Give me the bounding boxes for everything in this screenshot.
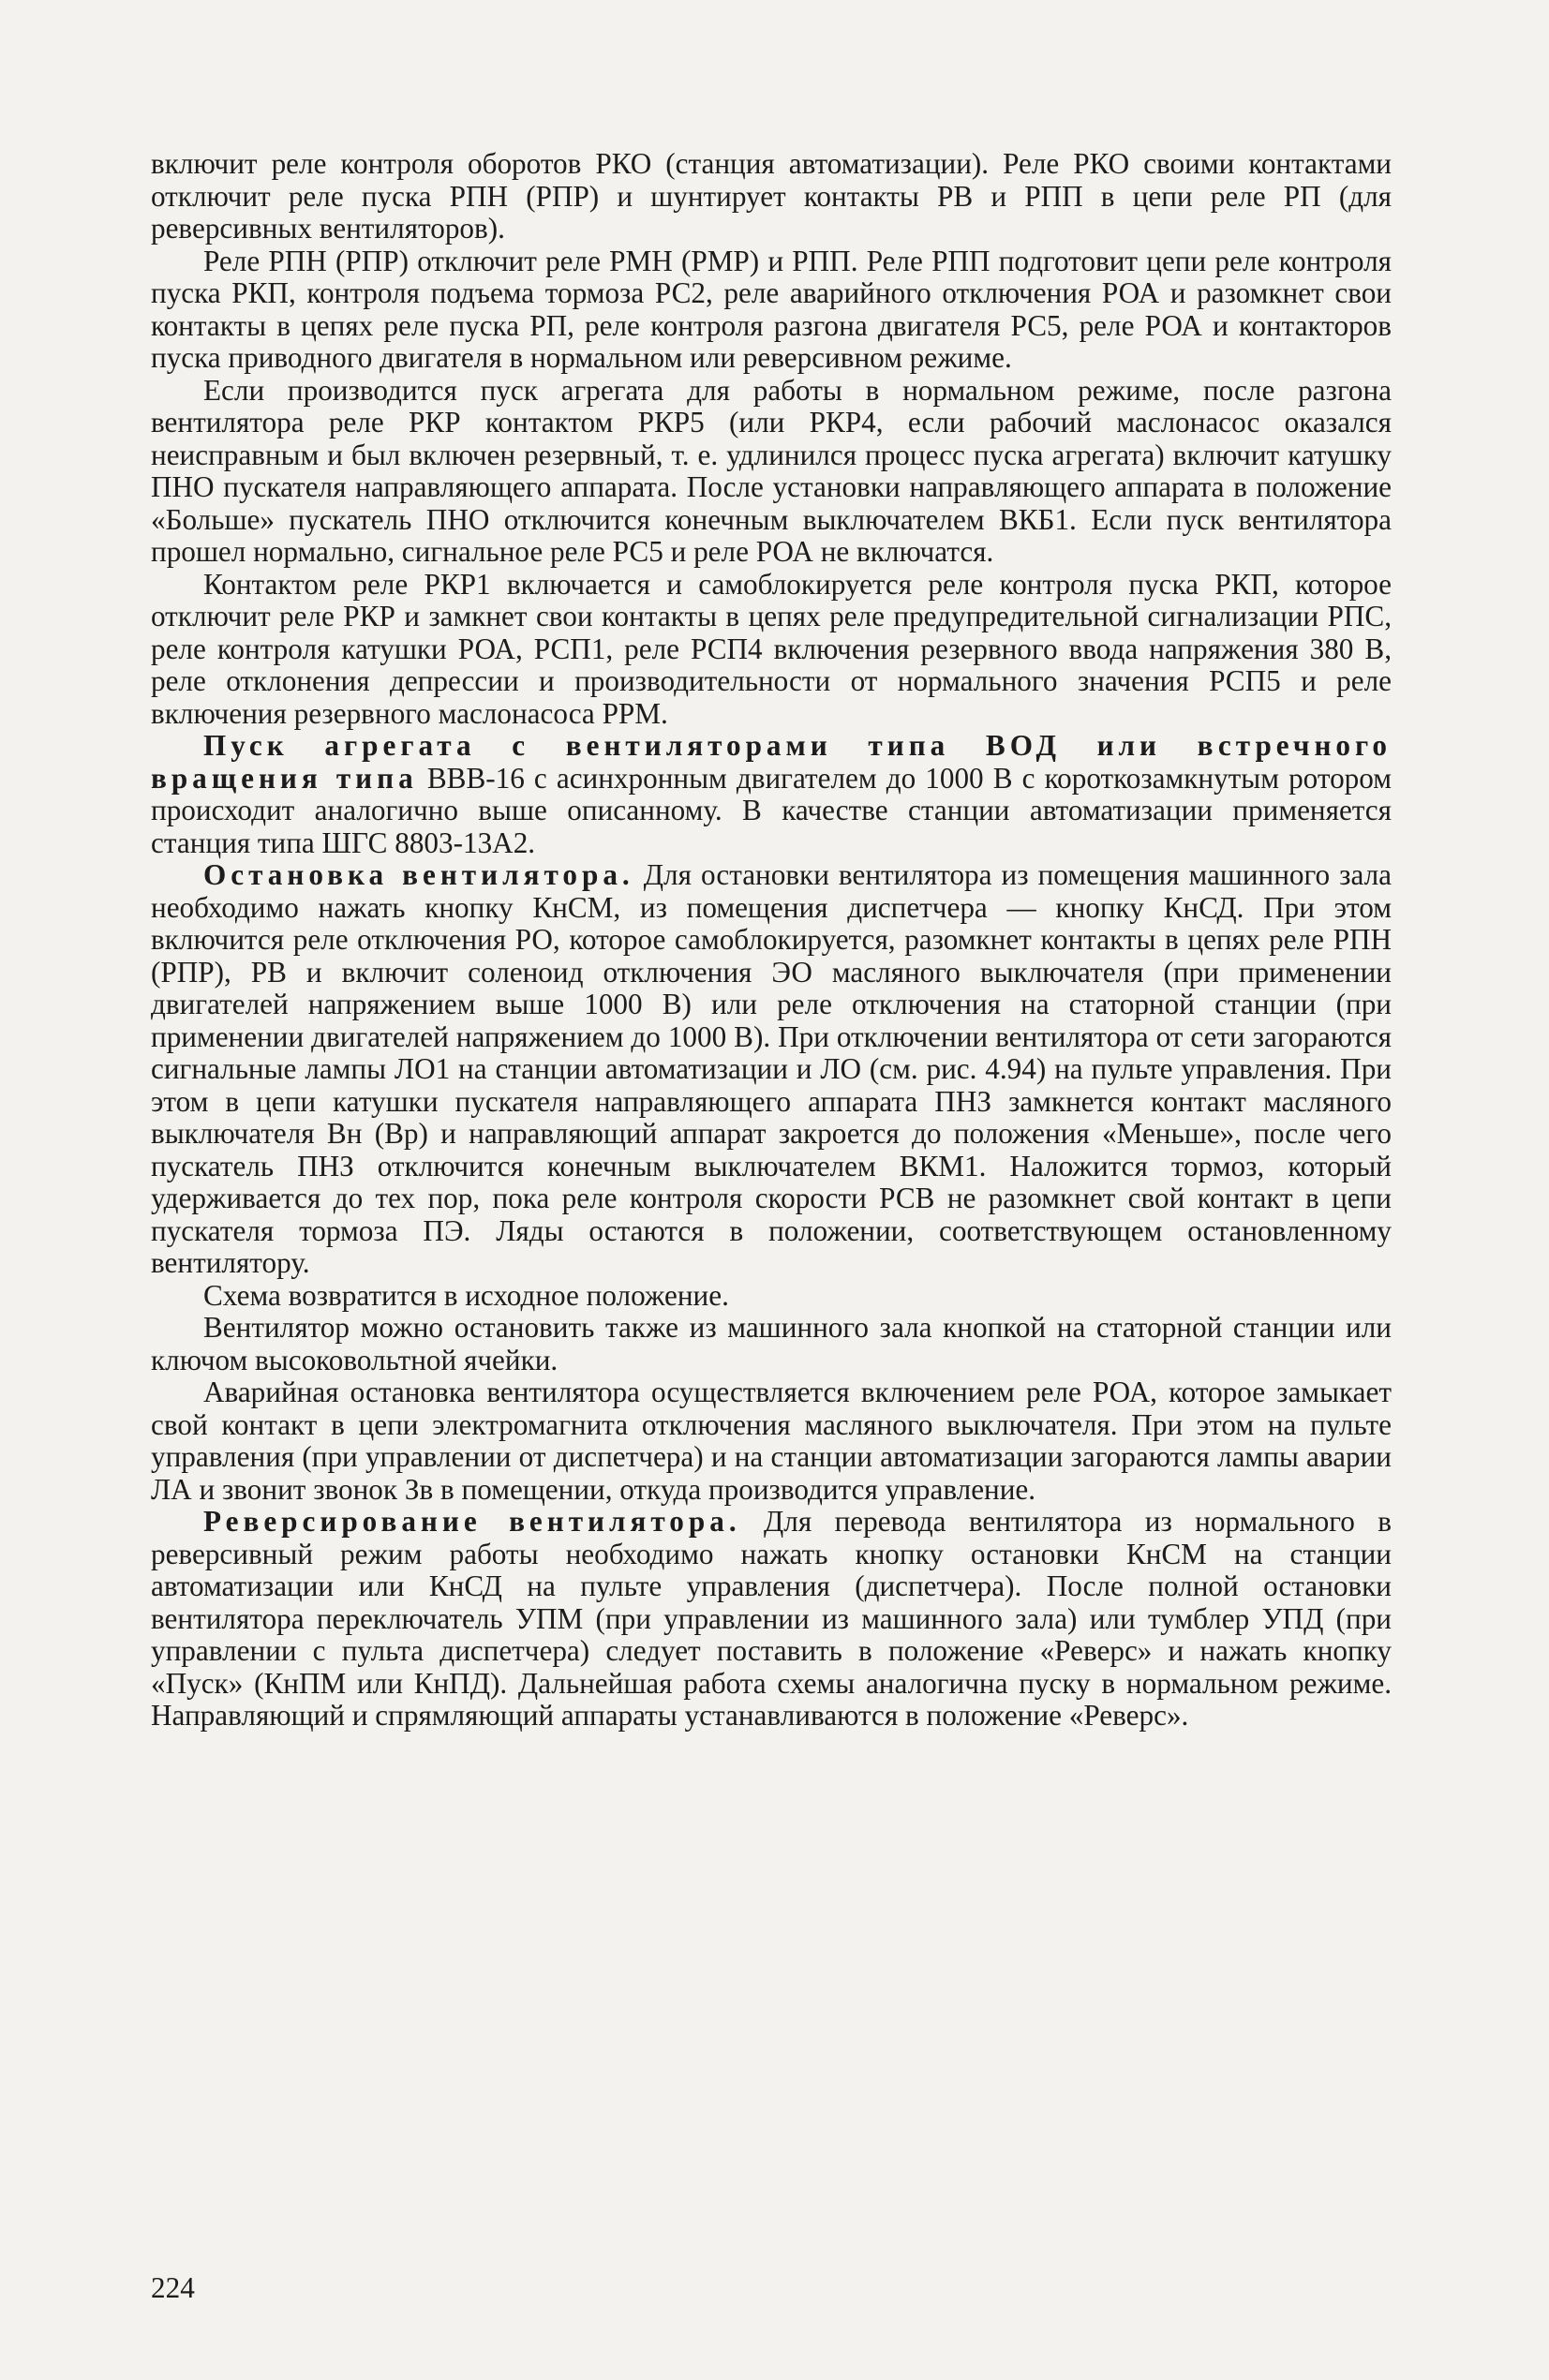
- paragraph-3: Если производится пуск агрегата для работы в нормальном режиме, после разгона вентилятора реле РКР контактом РКР5 (или РКР4, если рабочий маслонасос оказался неисправным и был включен резервный, т. е. удлинился процесс пуска агрегата) включит катушку ПНО пускателя направляющего аппарата. После установки направляющего аппарата в положение «Больше» пускатель ПНО отключится конечным выключателем ВКБ1. Если пуск вентилятора прошел нормально, сигнальное реле РС5 и реле РОА не включатся.: [151, 373, 1392, 568]
- section-heading-start: Пуск агрегата с вентиляторами типа ВОД или встречного вращения типа: [151, 729, 1392, 795]
- paragraph-6-text: Для остановки вентилятора из помещения машинного зала необходимо нажать кнопку КнСМ, из помещения диспетчера — кнопку КнСД. При этом включится реле отключения РО, которое самоблокируется, разомкнет контакты в цепях реле РПН (РПР), РВ и включит соленоид отключения ЭО масляного выключателя (при применении двигателей напряжением выше 1000 В) или реле отключения на статорной станции (при применении двигателей напряжением до 1000 В). При отключении вентилятора от сети загораются сигнальные лампы ЛО1 на станции автоматизации и ЛО (см. рис. 4.94) на пульте управления. При этом в цепи катушки пускателя направляющего аппарата ПНЗ замкнется контакт масляного выключателя Вн (Вр) и направляющий аппарат закроется до положения «Меньше», после чего пускатель ПНЗ отключится конечным выключателем ВКМ1. Наложится тормоз, который удерживается до тех пор, пока реле контроля скорости РСВ не разомкнет свой контакт в цепи пускателя тормоза ПЭ. Ляды остаются в положении, соответствующем остановленному вентилятору.: [151, 858, 1392, 1279]
- section-heading-stop: Остановка вентилятора.: [203, 858, 634, 891]
- paragraph-4: Контактом реле РКР1 включается и самоблокируется реле контроля пуска РКП, которое отключит реле РКР и замкнет свои контакты в цепях реле предупредительной сигнализации РПС, реле контроля катушки РОА, РСП1, реле РСП4 включения резервного ввода напряжения 380 В, реле отклонения депрессии и производительности от нормального значения РСП5 и реле включения резервного маслонасоса РРМ.: [151, 567, 1392, 730]
- paragraph-6: [151, 859, 1392, 1280]
- paragraph-5-text: ВВВ-16 с асинхронным двигателем до 1000 В с короткозамкнутым ротором происходит аналогично выше описанному. В качестве станции автоматизации применяется станция типа ШГС 8803-13А2.: [151, 761, 1392, 859]
- page-number: 224: [151, 2271, 195, 2304]
- paragraph-2: Реле РПН (РПР) отключит реле РМН (РМР) и РПП. Реле РПП подготовит цепи реле контроля пуска РКП, контроля подъема тормоза РС2, реле аварийного отключения РОА и разомкнет свои контакты в цепях реле пуска РП, реле контроля разгона двигателя РС5, реле РОА и контакторов пуска приводного двигателя в нормальном или реверсивном режиме.: [151, 244, 1392, 374]
- paragraph-5: [151, 730, 1392, 859]
- paragraph-1: включит реле контроля оборотов РКО (станция автоматизации). Реле РКО своими контактами отключит реле пуска РПН (РПР) и шунтирует контакты РВ и РПП в цепи реле РП (для реверсивных вентиляторов).: [151, 147, 1392, 245]
- paragraph-8: Вентилятор можно остановить также из машинного зала кнопкой на статорной станции или ключом высоковольтной ячейки.: [151, 1311, 1392, 1376]
- paragraph-9: Аварийная остановка вентилятора осуществляется включением реле РОА, которое замыкает свой контакт в цепи электромагнита отключения масляного выключателя. При этом на пульте управления (при управлении от диспетчера) и на станции автоматизации загораются лампы аварии ЛА и звонит звонок Зв в помещении, откуда производится управление.: [151, 1376, 1392, 1506]
- section-heading-reverse: Реверсирование вентилятора.: [203, 1505, 741, 1538]
- page-body: [151, 148, 1392, 1733]
- paragraph-7: Схема возвратится в исходное положение.: [203, 1278, 729, 1312]
- paragraph-10: [151, 1506, 1392, 1733]
- paragraph-10-text: Для перевода вентилятора из нормального в реверсивный режим работы необходимо нажать кнопку остановки КнСМ на станции автоматизации или КнСД на пульте управления (диспетчера). После полной остановки вентилятора переключатель УПМ (при управлении из машинного зала) или тумблер УПД (при управлении с пульта диспетчера) следует поставить в положение «Реверс» и нажать кнопку «Пуск» (КнПМ или КнПД). Дальнейшая работа схемы аналогична пуску в нормальном режиме. Направляющий и спрямляющий аппараты устанавливаются в положение «Реверс».: [151, 1505, 1392, 1732]
